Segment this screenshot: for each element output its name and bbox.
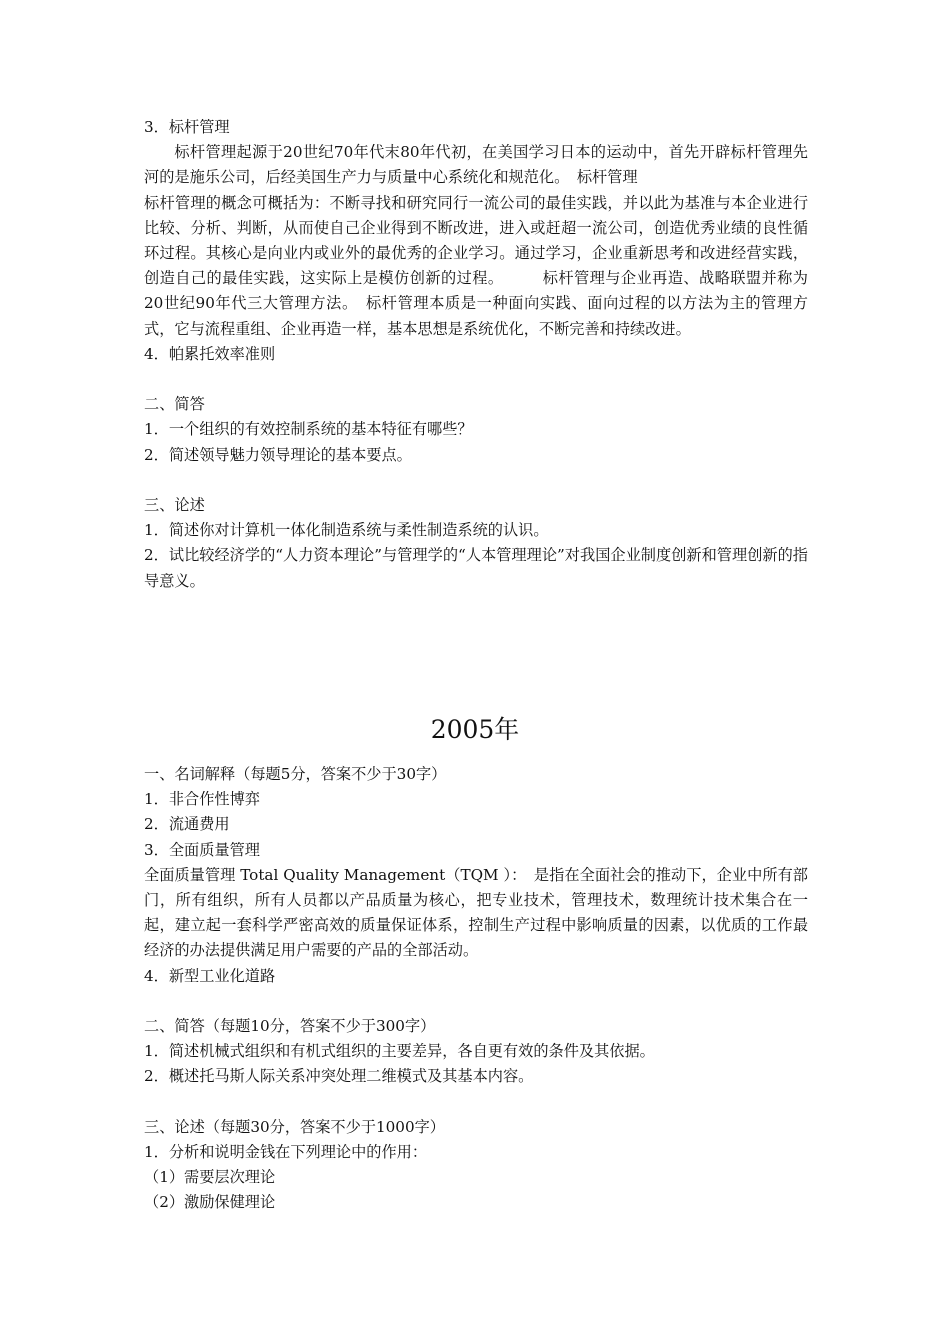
benchmarking-concept-paragraph: 标杆管理的概念可概括为：不断寻找和研究同行一流公司的最佳实践，并以此为基准与本企业进行比较、分析、判断，从而使自己企业得到不断改进，进入或赶超一流公司，创造优秀业绩的良性循环过程。其核心是向业内或业外的最优秀的企业学习。通过学习，企业重新思考和改进经营实践，创造自己的最佳实践，这实际上是模仿创新的过程。 标杆管理与企业再造、战略联盟并称为20世纪90年代三大管理方法。 标杆管理本质是一种面向实践、面向过程的以方法为主的管理方式，它与流程重组、企业再造一样，基本思想是系统优化，不断完善和持续改进。 <box>144 193 808 338</box>
section-3-title: 三、论述 <box>144 496 205 515</box>
section-2-question-1: 1．一个组织的有效控制系统的基本特征有哪些？ <box>144 420 473 439</box>
y2005-section-3-question-1: 1．分析和说明金钱在下列理论中的作用： <box>144 1143 428 1162</box>
section-2-question-2: 2．简述领导魅力领导理论的基本要点。 <box>144 445 412 464</box>
y2005-question-3: 3．全面质量管理 <box>144 840 260 859</box>
year-2005-section <box>144 762 808 1216</box>
y2005-section-2-question-1: 1．简述机械式组织和有机式组织的主要差异，各自更有效的条件及其依据。 <box>144 1042 655 1061</box>
y2005-section-2-question-2: 2．概述托马斯人际关系冲突处理二维模式及其基本内容。 <box>144 1067 534 1086</box>
y2005-question-4: 4．新型工业化道路 <box>144 966 276 985</box>
tqm-paragraph: 全面质量管理 Total Quality Management（TQM ）： 是指在全面社会的推动下，企业中所有部门，所有组织，所有人员都以产品质量为核心，把专业技术，管理技术，数理统计技术集合在一起，建立起一套科学严密高效的质量保证体系，控制生产过程中影响质量的因素，以优质的工作最经济的办法提供满足用户需要的产品的全部活动。 <box>144 865 808 960</box>
section-2-title: 二、简答 <box>144 395 205 414</box>
section-3-question-1: 1．简述你对计算机一体化制造系统与柔性制造系统的认识。 <box>144 521 549 540</box>
spacer <box>144 1090 808 1115</box>
spacer <box>144 468 808 493</box>
y2005-question-2: 2．流通费用 <box>144 815 230 834</box>
item-3-title: 3．标杆管理 <box>144 118 230 136</box>
y2005-section-1-title: 一、名词解释（每题5分，答案不少于30字） <box>144 765 447 783</box>
y2005-question-1: 1．非合作性博弈 <box>144 790 260 809</box>
year-heading: 2005年 <box>430 715 520 744</box>
y2005-section-3-question-1-b: （2）激励保健理论 <box>144 1193 276 1212</box>
spacer <box>144 989 808 1014</box>
section-3-question-2: 2．试比较经济学的“人力资本理论”与管理学的“人本管理理论”对我国企业制度创新和管理创新的指导意义。 <box>144 546 808 590</box>
benchmarking-origin-paragraph: 标杆管理起源于20世纪70年代末80年代初，在美国学习日本的运动中，首先开辟标杆管理先河的是施乐公司，后经美国生产力与质量中心系统化和规范化。 标杆管理 <box>144 143 808 187</box>
y2005-section-3-question-1-a: （1）需要层次理论 <box>144 1168 276 1187</box>
item-4-title: 4．帕累托效率准则 <box>144 344 276 363</box>
spacer <box>144 367 808 392</box>
y2005-section-2-title: 二、简答（每题10分，答案不少于300字） <box>144 1017 436 1036</box>
upper-section <box>144 115 808 594</box>
y2005-section-3-title: 三、论述（每题30分，答案不少于1000字） <box>144 1117 445 1136</box>
